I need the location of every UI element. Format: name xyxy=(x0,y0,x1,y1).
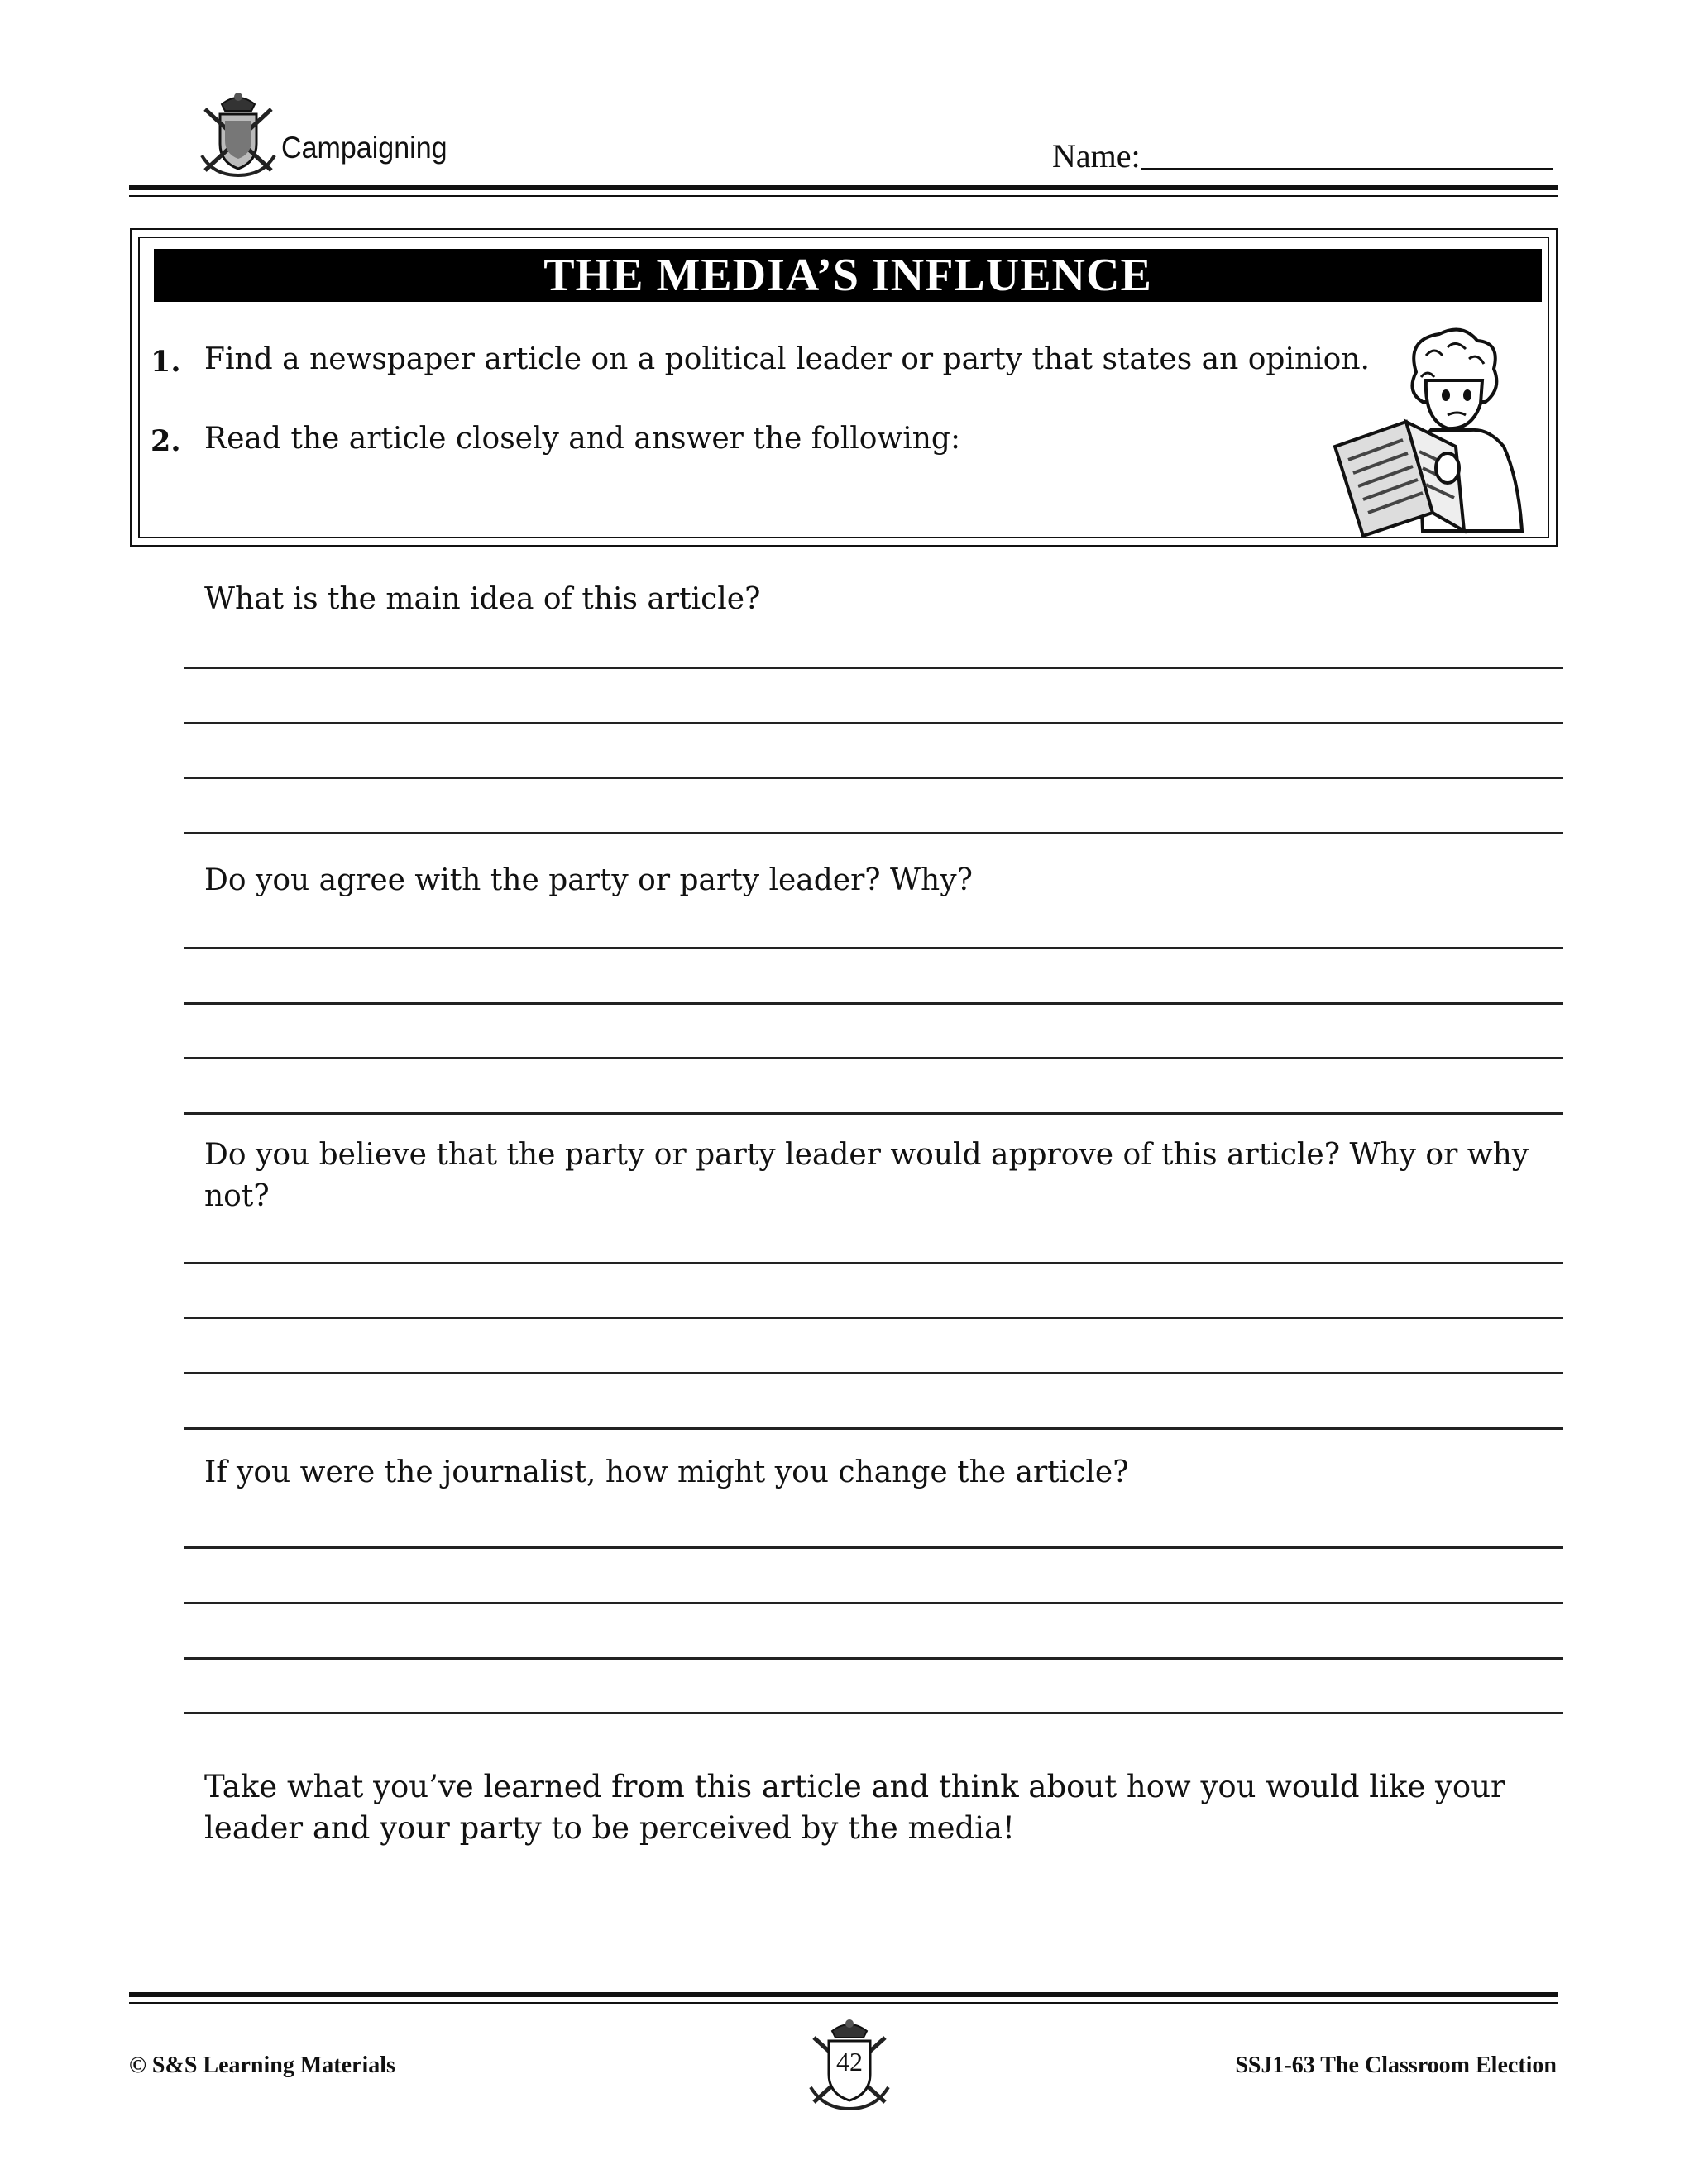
answer-line[interactable] xyxy=(184,1057,1563,1059)
page-title: THE MEDIA’S INFLUENCE xyxy=(543,250,1152,301)
question-approve: Do you believe that the party or party leader would approve of this article? Why or why not? xyxy=(204,1138,1529,1213)
answer-line[interactable] xyxy=(184,777,1563,779)
answer-line[interactable] xyxy=(184,1112,1563,1115)
book-title: SSJ1-63 The Classroom Election xyxy=(1235,2053,1557,2078)
answer-line[interactable] xyxy=(184,1657,1563,1660)
closing-note: Take what you’ve learned from this article and think about how you would like your leader and your party to be perceived by the media! xyxy=(204,1769,1505,1846)
answer-line[interactable] xyxy=(184,1002,1563,1005)
question-journalist: If you were the journalist, how might you change the article? xyxy=(204,1455,1129,1489)
footer-rule xyxy=(129,1992,1558,1997)
answer-line[interactable] xyxy=(184,1372,1563,1374)
section-label: Campaigning xyxy=(281,131,447,165)
boy-reading-newspaper-icon xyxy=(1323,323,1538,538)
footer-rule-thin xyxy=(129,2002,1558,2004)
answer-line[interactable] xyxy=(184,947,1563,949)
name-label: Name: xyxy=(1052,137,1141,174)
step-number: 1. xyxy=(151,345,181,379)
answer-line[interactable] xyxy=(184,832,1563,834)
answer-line[interactable] xyxy=(184,667,1563,669)
step-number: 2. xyxy=(151,424,181,458)
answer-line[interactable] xyxy=(184,1602,1563,1604)
answer-line[interactable] xyxy=(184,1317,1563,1319)
answer-line[interactable] xyxy=(184,1712,1563,1714)
step-text: Find a newspaper article on a political leader or party that states an opinion. xyxy=(204,342,1370,376)
answer-line[interactable] xyxy=(184,1262,1563,1264)
page-number: 42 xyxy=(836,2047,863,2076)
answer-line[interactable] xyxy=(184,1427,1563,1430)
answer-line[interactable] xyxy=(184,722,1563,724)
step-text: Read the article closely and answer the following: xyxy=(204,422,961,456)
header-rule-thin xyxy=(129,195,1558,197)
name-field-line[interactable] xyxy=(1141,168,1553,170)
question-agree: Do you agree with the party or party leader? Why? xyxy=(204,863,973,897)
header-rule xyxy=(129,185,1558,190)
question-main-idea: What is the main idea of this article? xyxy=(204,582,761,616)
copyright-text: © S&S Learning Materials xyxy=(129,2053,395,2078)
crest-icon xyxy=(197,89,280,179)
answer-line[interactable] xyxy=(184,1546,1563,1549)
